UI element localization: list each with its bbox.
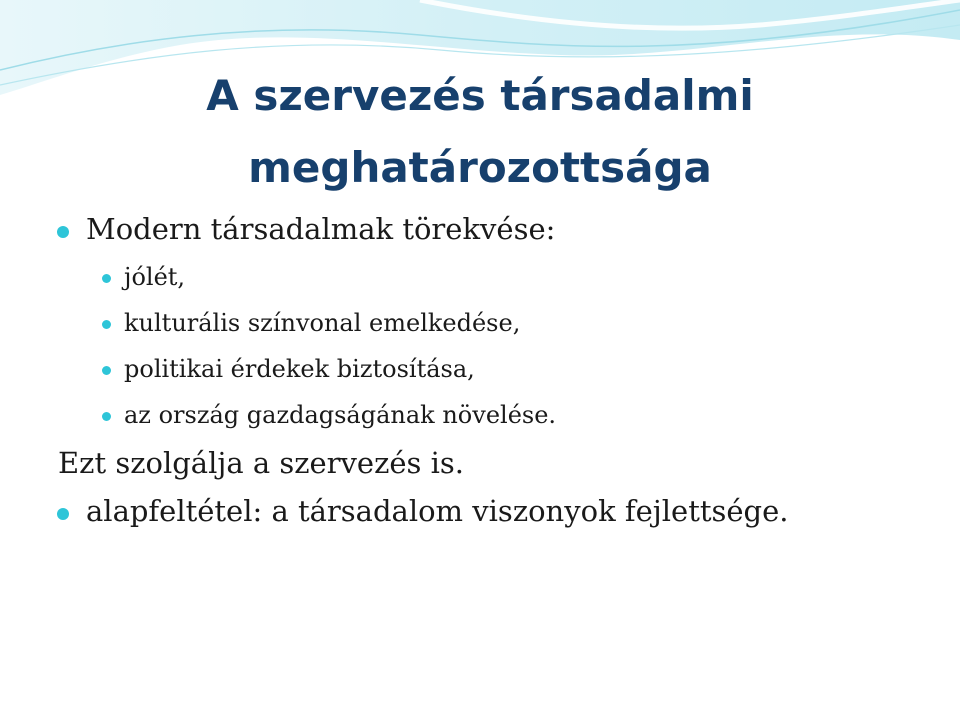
list-item: kulturális színvonal emelkedése, bbox=[124, 309, 521, 337]
list-item: Ezt szolgálja a szervezés is. bbox=[58, 446, 464, 480]
list-item: alapfeltétel: a társadalom viszonyok fejlettsége. bbox=[86, 494, 789, 528]
list-item: jólét, bbox=[124, 263, 186, 291]
bullet-icon bbox=[102, 366, 111, 375]
title-line-2: meghatározottsága bbox=[248, 143, 712, 192]
title-line-1: A szervezés társadalmi bbox=[206, 71, 754, 120]
bullet-icon bbox=[102, 274, 111, 283]
list-item: politikai érdekek biztosítása, bbox=[124, 355, 475, 383]
bullet-icon bbox=[57, 508, 69, 520]
bullet-icon bbox=[102, 320, 111, 329]
list-item: Modern társadalmak törekvése: bbox=[86, 212, 556, 246]
bullet-icon bbox=[57, 226, 69, 238]
list-item: az ország gazdagságának növelése. bbox=[124, 401, 557, 429]
bullet-icon bbox=[102, 412, 111, 421]
